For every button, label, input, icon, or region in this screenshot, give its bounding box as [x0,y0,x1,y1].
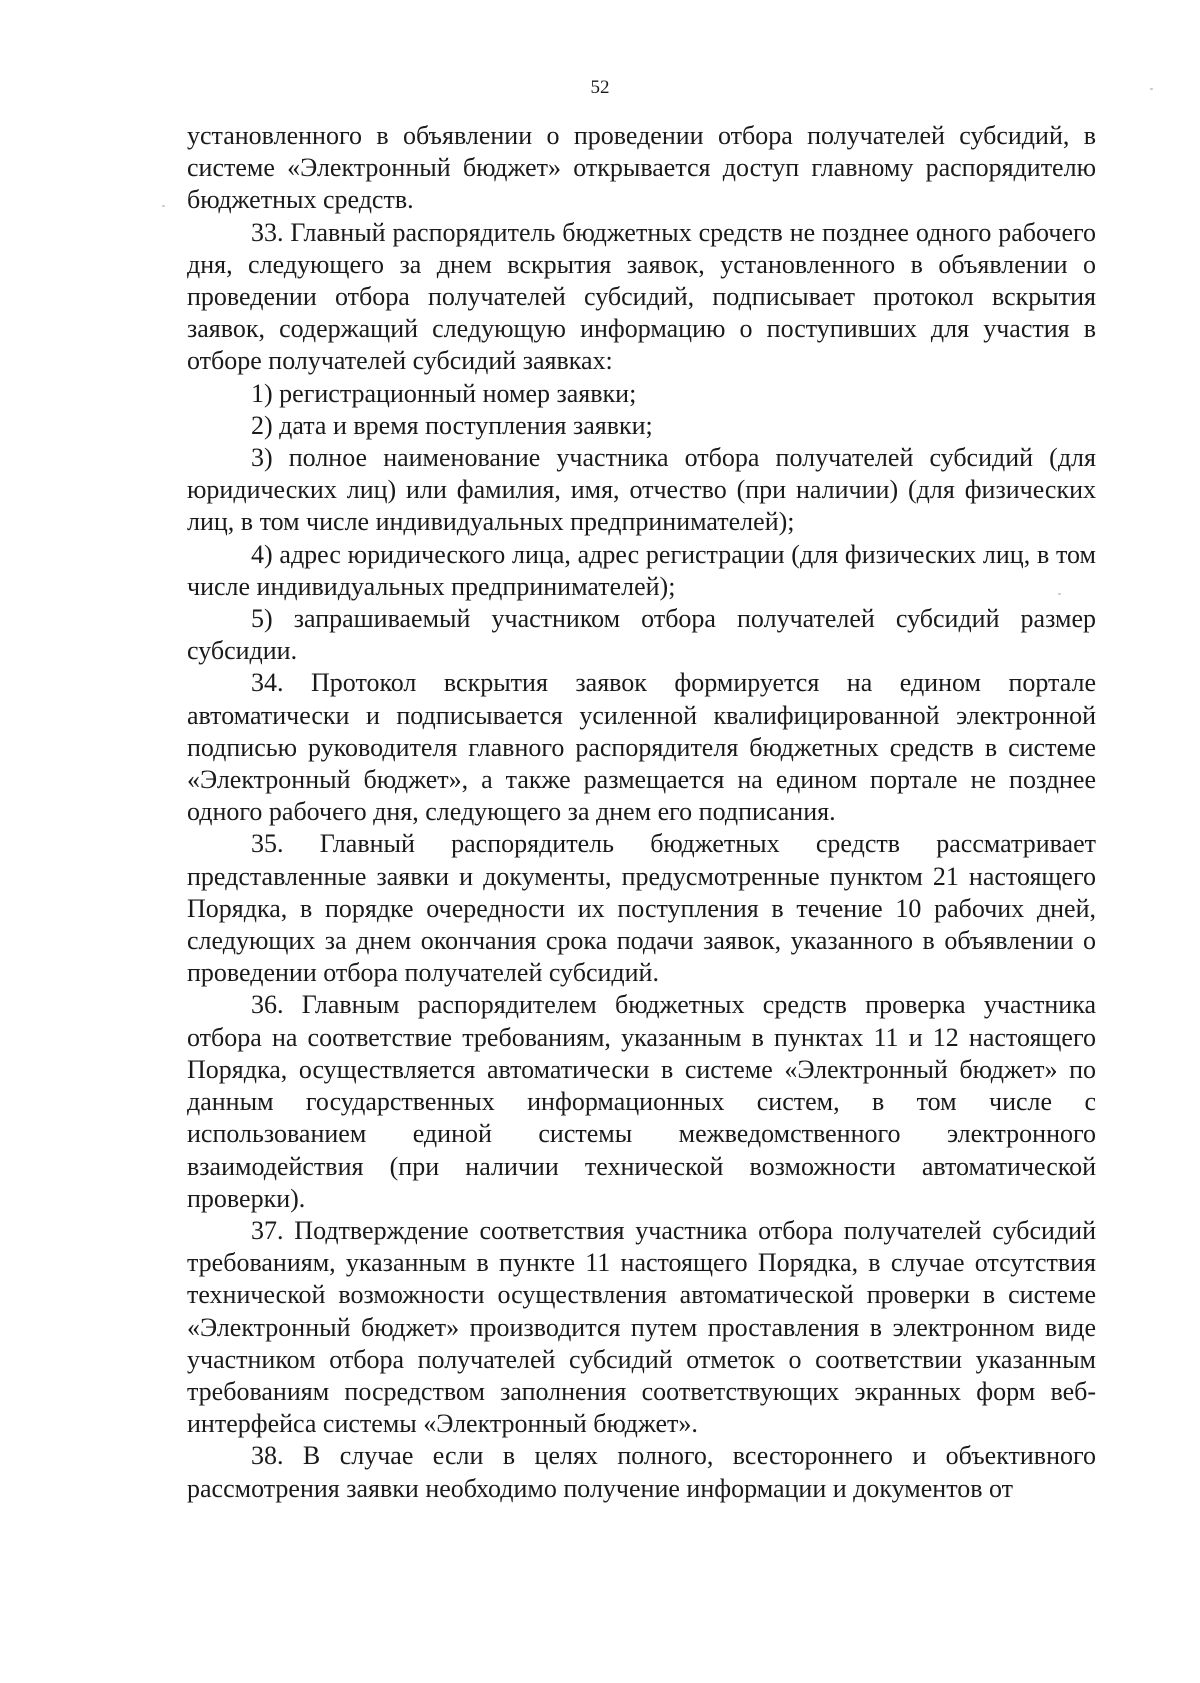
list-item-3: 3) полное наименование участника отбора получателей субсидий (для юридических лиц) или фамилия, имя, отчество (при наличии) (для физических лиц, в том числе индивидуальных предпринимателей); [187,443,1096,537]
list-item-5: 5) запрашиваемый участником отбора получателей субсидий размер субсидии. [187,604,1096,666]
page-number: 52 [590,77,610,98]
paragraph-33: 33. Главный распорядитель бюджетных средств не позднее одного рабочего дня, следующего за днем вскрытия заявок, установленного в объявлении о проведении отбора получателей субсидий, подписывает протокол вскрытия заявок, содержащий следующую информацию о поступивших для участия в отборе получателей субсидий заявках: [187,217,1096,376]
list-item-4: 4) адрес юридического лица, адрес регистрации (для физических лиц, в том числе индивидуальных предпринимателей); [187,539,1096,601]
paragraph-36: 36. Главным распорядителем бюджетных средств проверка участника отбора на соответствие требованиям, указанным в пунктах 11 и 12 настоящего Порядка, осуществляется автоматически в системе «Электронный бюджет» по данным государственных информационных систем, в том числе с использованием единой системы межведомственного электронного взаимодействия (при наличии технической возможности автоматической проверки). [187,990,1096,1213]
paragraph-38: 38. В случае если в целях полного, всестороннего и объективного рассмотрения заявки необходимо получение информации и документов от [187,1441,1096,1503]
list-item-1: 1) регистрационный номер заявки; [251,378,637,408]
scan-speck [1058,593,1061,595]
document-body [187,120,1096,1505]
paragraph-35: 35. Главный распорядитель бюджетных средств рассматривает представленные заявки и документы, предусмотренные пунктом 21 настоящего Порядка, в порядке очередности их поступления в течение 10 рабочих дней, следующих за днем окончания срока подачи заявок, указанного в объявлении о проведении отбора получателей субсидий. [187,829,1096,988]
scan-speck [162,205,165,207]
scan-speck [1150,88,1153,90]
list-item-2: 2) дата и время поступления заявки; [251,410,653,440]
paragraph-34: 34. Протокол вскрытия заявок формируется на едином портале автоматически и подписывается усиленной квалифицированной электронной подписью руководителя главного распорядителя бюджетных средств в системе «Электронный бюджет», а также размещается на едином портале не позднее одного рабочего дня, следующего за днем его подписания. [187,668,1096,827]
paragraph-37: 37. Подтверждение соответствия участника отбора получателей субсидий требованиям, указанным в пункте 11 настоящего Порядка, в случае отсутствия технической возможности осуществления автоматической проверки в системе «Электронный бюджет» производится путем проставления в электронном виде участником отбора получателей субсидий отметок о соответствии указанным требованиям посредством заполнения соответствующих экранных форм веб-интерфейса системы «Электронный бюджет». [187,1215,1096,1439]
paragraph-continuation: установленного в объявлении о проведении отбора получателей субсидий, в системе «Электронный бюджет» открывается доступ главному распорядителю бюджетных средств. [187,121,1096,215]
